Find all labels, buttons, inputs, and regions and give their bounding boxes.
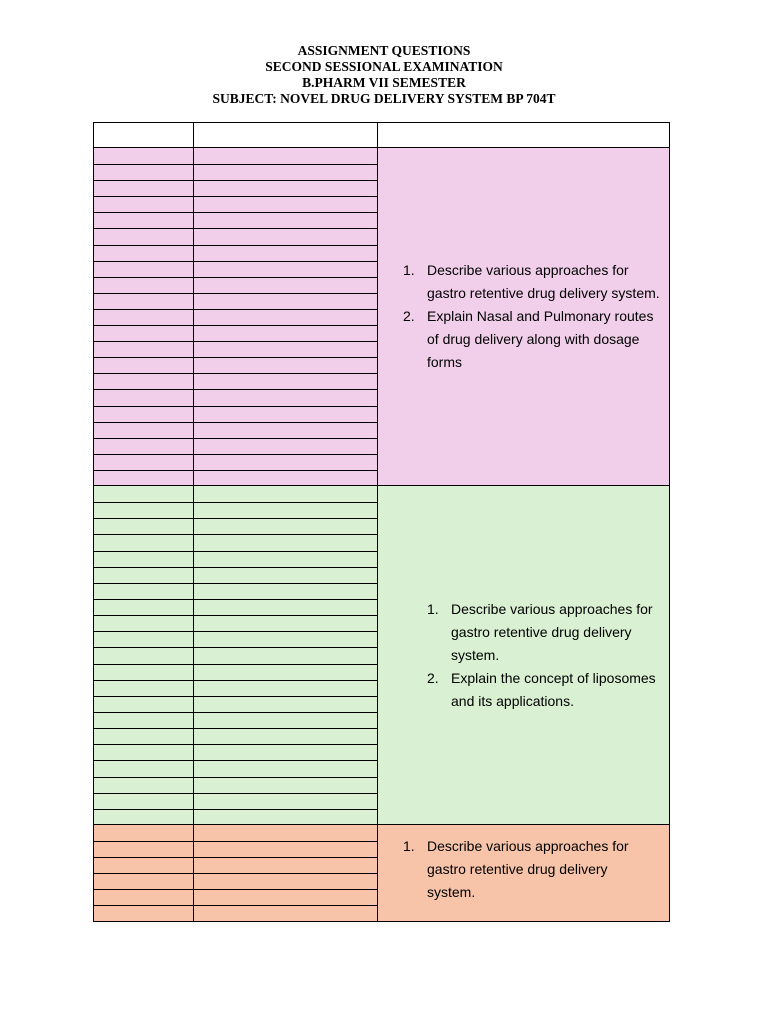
table-row-divider [94,631,194,632]
table-row-divider [94,164,194,165]
table-row-divider [94,373,194,374]
table-row-divider [94,406,194,407]
question-number: 2. [427,669,439,686]
table-row-divider [194,647,377,648]
question-number: 1. [403,838,415,854]
table-row-divider [94,422,194,423]
heading-title: ASSIGNMENT QUESTIONS [297,43,471,58]
table-row-divider [94,341,194,342]
table-row-divider [194,470,377,471]
table-row-divider [194,551,377,552]
table-row-divider [194,373,377,374]
table-row-divider [194,567,377,568]
table-row-divider [94,228,194,229]
table-row-divider [194,180,377,181]
table-row-divider [94,728,194,729]
table-row-divider [194,680,377,681]
table-row-divider [194,583,377,584]
table-row-divider [194,631,377,632]
table-row-divider [194,905,377,906]
table-row-divider [94,809,194,810]
table-row-divider [94,470,194,471]
table-row-divider [94,325,194,326]
question-list [403,835,629,904]
table-row-divider [94,664,194,665]
group-1-col-a [94,148,194,485]
table-row-divider [194,873,377,874]
table-row-divider [94,309,194,310]
group-2-questions-cell [378,486,669,824]
table-row-divider [94,615,194,616]
question-text: Describe various approaches for gastro retentive drug delivery system. [427,262,660,301]
question-text: Describe various approaches for gastro retentive drug delivery system. [451,600,653,663]
table-row-divider [194,518,377,519]
table-row-divider [194,841,377,842]
table-row-divider [194,664,377,665]
table-row-divider [194,712,377,713]
table-header-row [94,123,669,148]
table-row-divider [94,551,194,552]
assignment-table [93,122,670,922]
column-divider [377,123,378,921]
question-item [427,667,663,713]
table-row-divider [194,309,377,310]
table-row-divider [94,277,194,278]
table-row-divider [194,325,377,326]
table-row-divider [194,422,377,423]
table-row-divider [94,502,194,503]
heading-exam: SECOND SESSIONAL EXAMINATION [265,59,503,74]
table-row-divider [94,777,194,778]
heading-semester: B.PHARM VII SEMESTER [302,75,466,90]
table-row-divider [194,857,377,858]
table-row-divider [194,889,377,890]
question-group-3 [94,825,669,921]
table-row-divider [94,599,194,600]
table-row-divider [194,502,377,503]
table-row-divider [94,696,194,697]
group-3-col-b [194,825,377,921]
table-row-divider [194,760,377,761]
group-2-col-b [194,486,377,824]
table-row-divider [94,647,194,648]
table-row-divider [194,438,377,439]
question-item [427,598,663,667]
table-row-divider [194,357,377,358]
table-row-divider [94,196,194,197]
table-row-divider [94,680,194,681]
question-list [427,598,663,713]
table-row-divider [194,744,377,745]
question-text: Describe various approaches for gastro retentive drug delivery system. [427,838,629,900]
table-row-divider [94,212,194,213]
table-row-divider [94,583,194,584]
table-row-divider [194,277,377,278]
question-group-1 [94,148,669,486]
group-1-col-b [194,148,377,485]
table-row-divider [194,406,377,407]
table-row-divider [194,341,377,342]
table-row-divider [194,293,377,294]
table-row-divider [94,873,194,874]
heading-subject: SUBJECT: NOVEL DRUG DELIVERY SYSTEM BP 704T [212,91,556,106]
table-row-divider [94,793,194,794]
table-row-divider [194,534,377,535]
table-row-divider [94,744,194,745]
document-heading [0,43,768,107]
question-text: Explain the concept of liposomes and its applications. [451,669,656,709]
table-row-divider [94,438,194,439]
table-row-divider [194,245,377,246]
question-list [403,259,661,374]
group-1-questions-cell [378,148,669,485]
table-row-divider [94,518,194,519]
table-row-divider [94,389,194,390]
table-row-divider [194,228,377,229]
table-row-divider [94,357,194,358]
table-row-divider [94,534,194,535]
table-row-divider [194,454,377,455]
group-3-questions-cell [378,825,669,931]
table-row-divider [94,857,194,858]
column-divider [193,123,194,921]
group-2-col-a [94,486,194,824]
group-3-col-a [94,825,194,921]
table-row-divider [194,212,377,213]
table-row-divider [194,728,377,729]
table-row-divider [94,293,194,294]
table-row-divider [194,809,377,810]
question-number: 1. [427,600,439,617]
table-row-divider [94,889,194,890]
question-group-2 [94,486,669,825]
question-number: 2. [403,308,415,324]
table-row-divider [194,164,377,165]
table-row-divider [94,567,194,568]
table-row-divider [194,777,377,778]
table-row-divider [94,180,194,181]
table-row-divider [94,454,194,455]
question-number: 1. [403,262,415,278]
question-item [403,835,629,904]
table-row-divider [194,696,377,697]
table-row-divider [94,760,194,761]
table-row-divider [94,712,194,713]
table-row-divider [94,245,194,246]
question-item [403,259,661,305]
table-row-divider [194,261,377,262]
table-row-divider [194,793,377,794]
table-row-divider [94,841,194,842]
question-text: Explain Nasal and Pulmonary routes of drug delivery along with dosage forms [427,308,654,370]
table-row-divider [194,615,377,616]
table-row-divider [194,196,377,197]
table-row-divider [94,261,194,262]
table-row-divider [194,389,377,390]
question-item [403,305,661,374]
table-row-divider [194,599,377,600]
table-row-divider [94,905,194,906]
